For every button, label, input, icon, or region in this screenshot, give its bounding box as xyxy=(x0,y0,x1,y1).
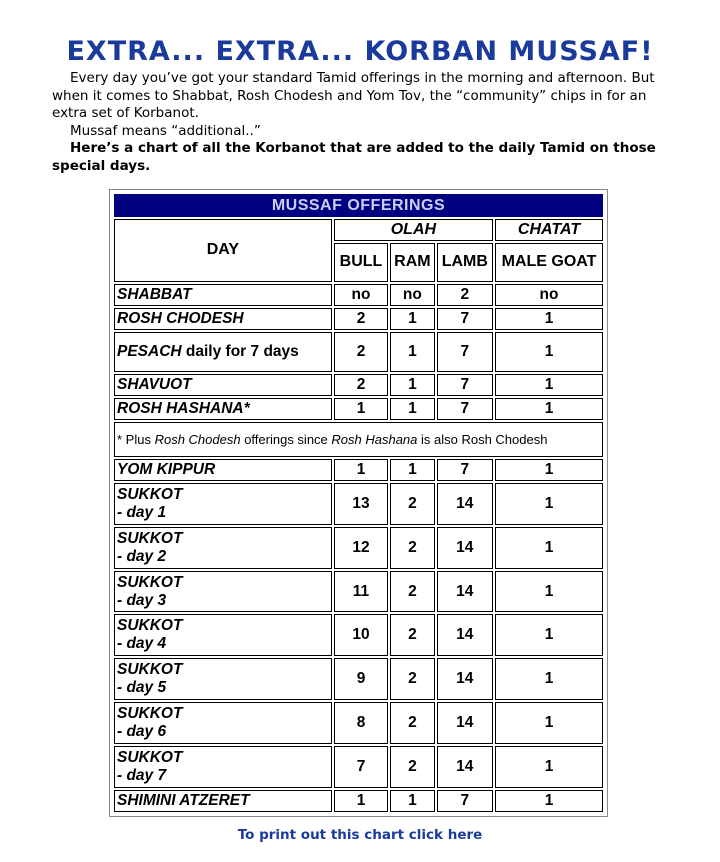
lamb-cell: 14 xyxy=(437,658,493,700)
intro-text xyxy=(52,70,672,175)
chatat-header: CHATAT xyxy=(495,219,603,241)
day-cell xyxy=(114,614,332,656)
table-row xyxy=(114,284,603,306)
day-detail: - day 4 xyxy=(117,635,167,653)
day-header: DAY xyxy=(114,219,332,282)
goat-cell: 1 xyxy=(495,332,603,373)
goat-cell: 1 xyxy=(495,746,603,788)
day-cell xyxy=(114,483,332,525)
goat-cell: 1 xyxy=(495,571,603,613)
goat-cell: 1 xyxy=(495,702,603,744)
bull-cell: no xyxy=(334,284,388,306)
day-cell xyxy=(114,332,332,373)
ram-cell: 1 xyxy=(390,308,434,330)
day-cell xyxy=(114,527,332,569)
bull-cell: 13 xyxy=(334,483,388,525)
day-cell xyxy=(114,658,332,700)
intro-paragraph-1: Every day you’ve got your standard Tamid offerings in the morning and afternoon. But when it comes to Shabbat, Rosh Chodesh and Yom Tov, the “community” chips in for an extra set of Korbanot. xyxy=(52,70,655,121)
day-name: SUKKOT xyxy=(117,705,183,723)
table-caption: MUSSAF OFFERINGS xyxy=(114,194,603,217)
bull-cell: 10 xyxy=(334,614,388,656)
goat-cell: 1 xyxy=(495,398,603,420)
olah-header: OLAH xyxy=(334,219,493,241)
bull-cell: 2 xyxy=(334,374,388,396)
lamb-cell: 14 xyxy=(437,527,493,569)
lamb-cell: 14 xyxy=(437,746,493,788)
ram-header: RAM xyxy=(390,243,434,282)
day-detail: - day 5 xyxy=(117,679,167,697)
note-suffix: is also Rosh Chodesh xyxy=(417,431,548,447)
day-cell: SHAVUOT xyxy=(114,374,332,396)
intro-paragraph-3: Here’s a chart of all the Korbanot that are added to the daily Tamid on those special days. xyxy=(52,140,656,174)
table-row xyxy=(114,746,603,788)
bull-cell: 12 xyxy=(334,527,388,569)
day-cell xyxy=(114,702,332,744)
goat-header: MALE GOAT xyxy=(495,243,603,282)
note-emphasis-2: Rosh Hashana xyxy=(331,431,418,447)
table-row xyxy=(114,374,603,396)
mussaf-table-frame xyxy=(109,189,608,817)
table-row xyxy=(114,790,603,812)
ram-cell: 2 xyxy=(390,614,434,656)
lamb-cell: 7 xyxy=(437,459,493,481)
goat-cell: no xyxy=(495,284,603,306)
bull-cell: 11 xyxy=(334,571,388,613)
lamb-cell: 14 xyxy=(437,702,493,744)
table-row xyxy=(114,614,603,656)
day-cell: ROSH CHODESH xyxy=(114,308,332,330)
day-detail: - day 3 xyxy=(117,591,167,609)
table-row xyxy=(114,332,603,373)
day-name: SUKKOT xyxy=(117,485,183,503)
goat-cell: 1 xyxy=(495,614,603,656)
intro-paragraph-2: Mussaf means “additional..” xyxy=(70,122,261,139)
lamb-cell: 14 xyxy=(437,571,493,613)
goat-cell: 1 xyxy=(495,790,603,812)
table-row xyxy=(114,702,603,744)
goat-cell: 1 xyxy=(495,459,603,481)
note-emphasis-1: Rosh Chodesh xyxy=(154,431,241,447)
lamb-cell: 7 xyxy=(437,374,493,396)
rosh-hashana-note xyxy=(114,422,603,457)
goat-cell: 1 xyxy=(495,483,603,525)
bull-cell: 1 xyxy=(334,398,388,420)
lamb-cell: 2 xyxy=(437,284,493,306)
ram-cell: 2 xyxy=(390,702,434,744)
day-name: SUKKOT xyxy=(117,661,183,679)
day-detail: daily for 7 days xyxy=(181,343,299,361)
lamb-cell: 7 xyxy=(437,308,493,330)
table-row xyxy=(114,483,603,525)
day-cell xyxy=(114,571,332,613)
table-row xyxy=(114,658,603,700)
day-cell xyxy=(114,746,332,788)
table-row xyxy=(114,527,603,569)
mussaf-offerings-table xyxy=(112,192,605,814)
day-detail: - day 2 xyxy=(117,547,167,565)
lamb-header: LAMB xyxy=(437,243,493,282)
note-middle: offerings since xyxy=(240,431,332,447)
lamb-cell: 7 xyxy=(437,332,493,373)
day-name: SUKKOT xyxy=(117,529,183,547)
lamb-cell: 14 xyxy=(437,483,493,525)
note-prefix: * Plus xyxy=(117,431,155,447)
bull-cell: 9 xyxy=(334,658,388,700)
day-name: PESACH xyxy=(117,343,182,361)
bull-cell: 7 xyxy=(334,746,388,788)
day-detail: - day 7 xyxy=(117,766,167,784)
bull-cell: 1 xyxy=(334,459,388,481)
day-detail: - day 6 xyxy=(117,723,167,741)
ram-cell: 2 xyxy=(390,527,434,569)
goat-cell: 1 xyxy=(495,374,603,396)
day-name: SUKKOT xyxy=(117,617,183,635)
ram-cell: 2 xyxy=(390,483,434,525)
ram-cell: 1 xyxy=(390,332,434,373)
day-name: SUKKOT xyxy=(117,573,183,591)
ram-cell: 1 xyxy=(390,374,434,396)
ram-cell: no xyxy=(390,284,434,306)
day-cell: ROSH HASHANA* xyxy=(114,398,332,420)
day-cell: SHABBAT xyxy=(114,284,332,306)
bull-header: BULL xyxy=(334,243,388,282)
day-name: SUKKOT xyxy=(117,748,183,766)
bull-cell: 2 xyxy=(334,308,388,330)
ram-cell: 2 xyxy=(390,571,434,613)
page-title: EXTRA... EXTRA... KORBAN MUSSAF! xyxy=(66,36,654,67)
goat-cell: 1 xyxy=(495,308,603,330)
table-row xyxy=(114,459,603,481)
bull-cell: 8 xyxy=(334,702,388,744)
lamb-cell: 7 xyxy=(437,398,493,420)
bull-cell: 2 xyxy=(334,332,388,373)
table-row xyxy=(114,398,603,420)
day-detail: - day 1 xyxy=(117,503,167,521)
bull-cell: 1 xyxy=(334,790,388,812)
goat-cell: 1 xyxy=(495,527,603,569)
ram-cell: 1 xyxy=(390,459,434,481)
ram-cell: 2 xyxy=(390,746,434,788)
ram-cell: 1 xyxy=(390,398,434,420)
table-row xyxy=(114,308,603,330)
note-row xyxy=(114,422,603,457)
print-chart-link[interactable]: To print out this chart click here xyxy=(237,827,483,843)
table-row xyxy=(114,571,603,613)
day-cell: SHIMINI ATZERET xyxy=(114,790,332,812)
lamb-cell: 7 xyxy=(437,790,493,812)
day-cell: YOM KIPPUR xyxy=(114,459,332,481)
goat-cell: 1 xyxy=(495,658,603,700)
ram-cell: 1 xyxy=(390,790,434,812)
ram-cell: 2 xyxy=(390,658,434,700)
lamb-cell: 14 xyxy=(437,614,493,656)
